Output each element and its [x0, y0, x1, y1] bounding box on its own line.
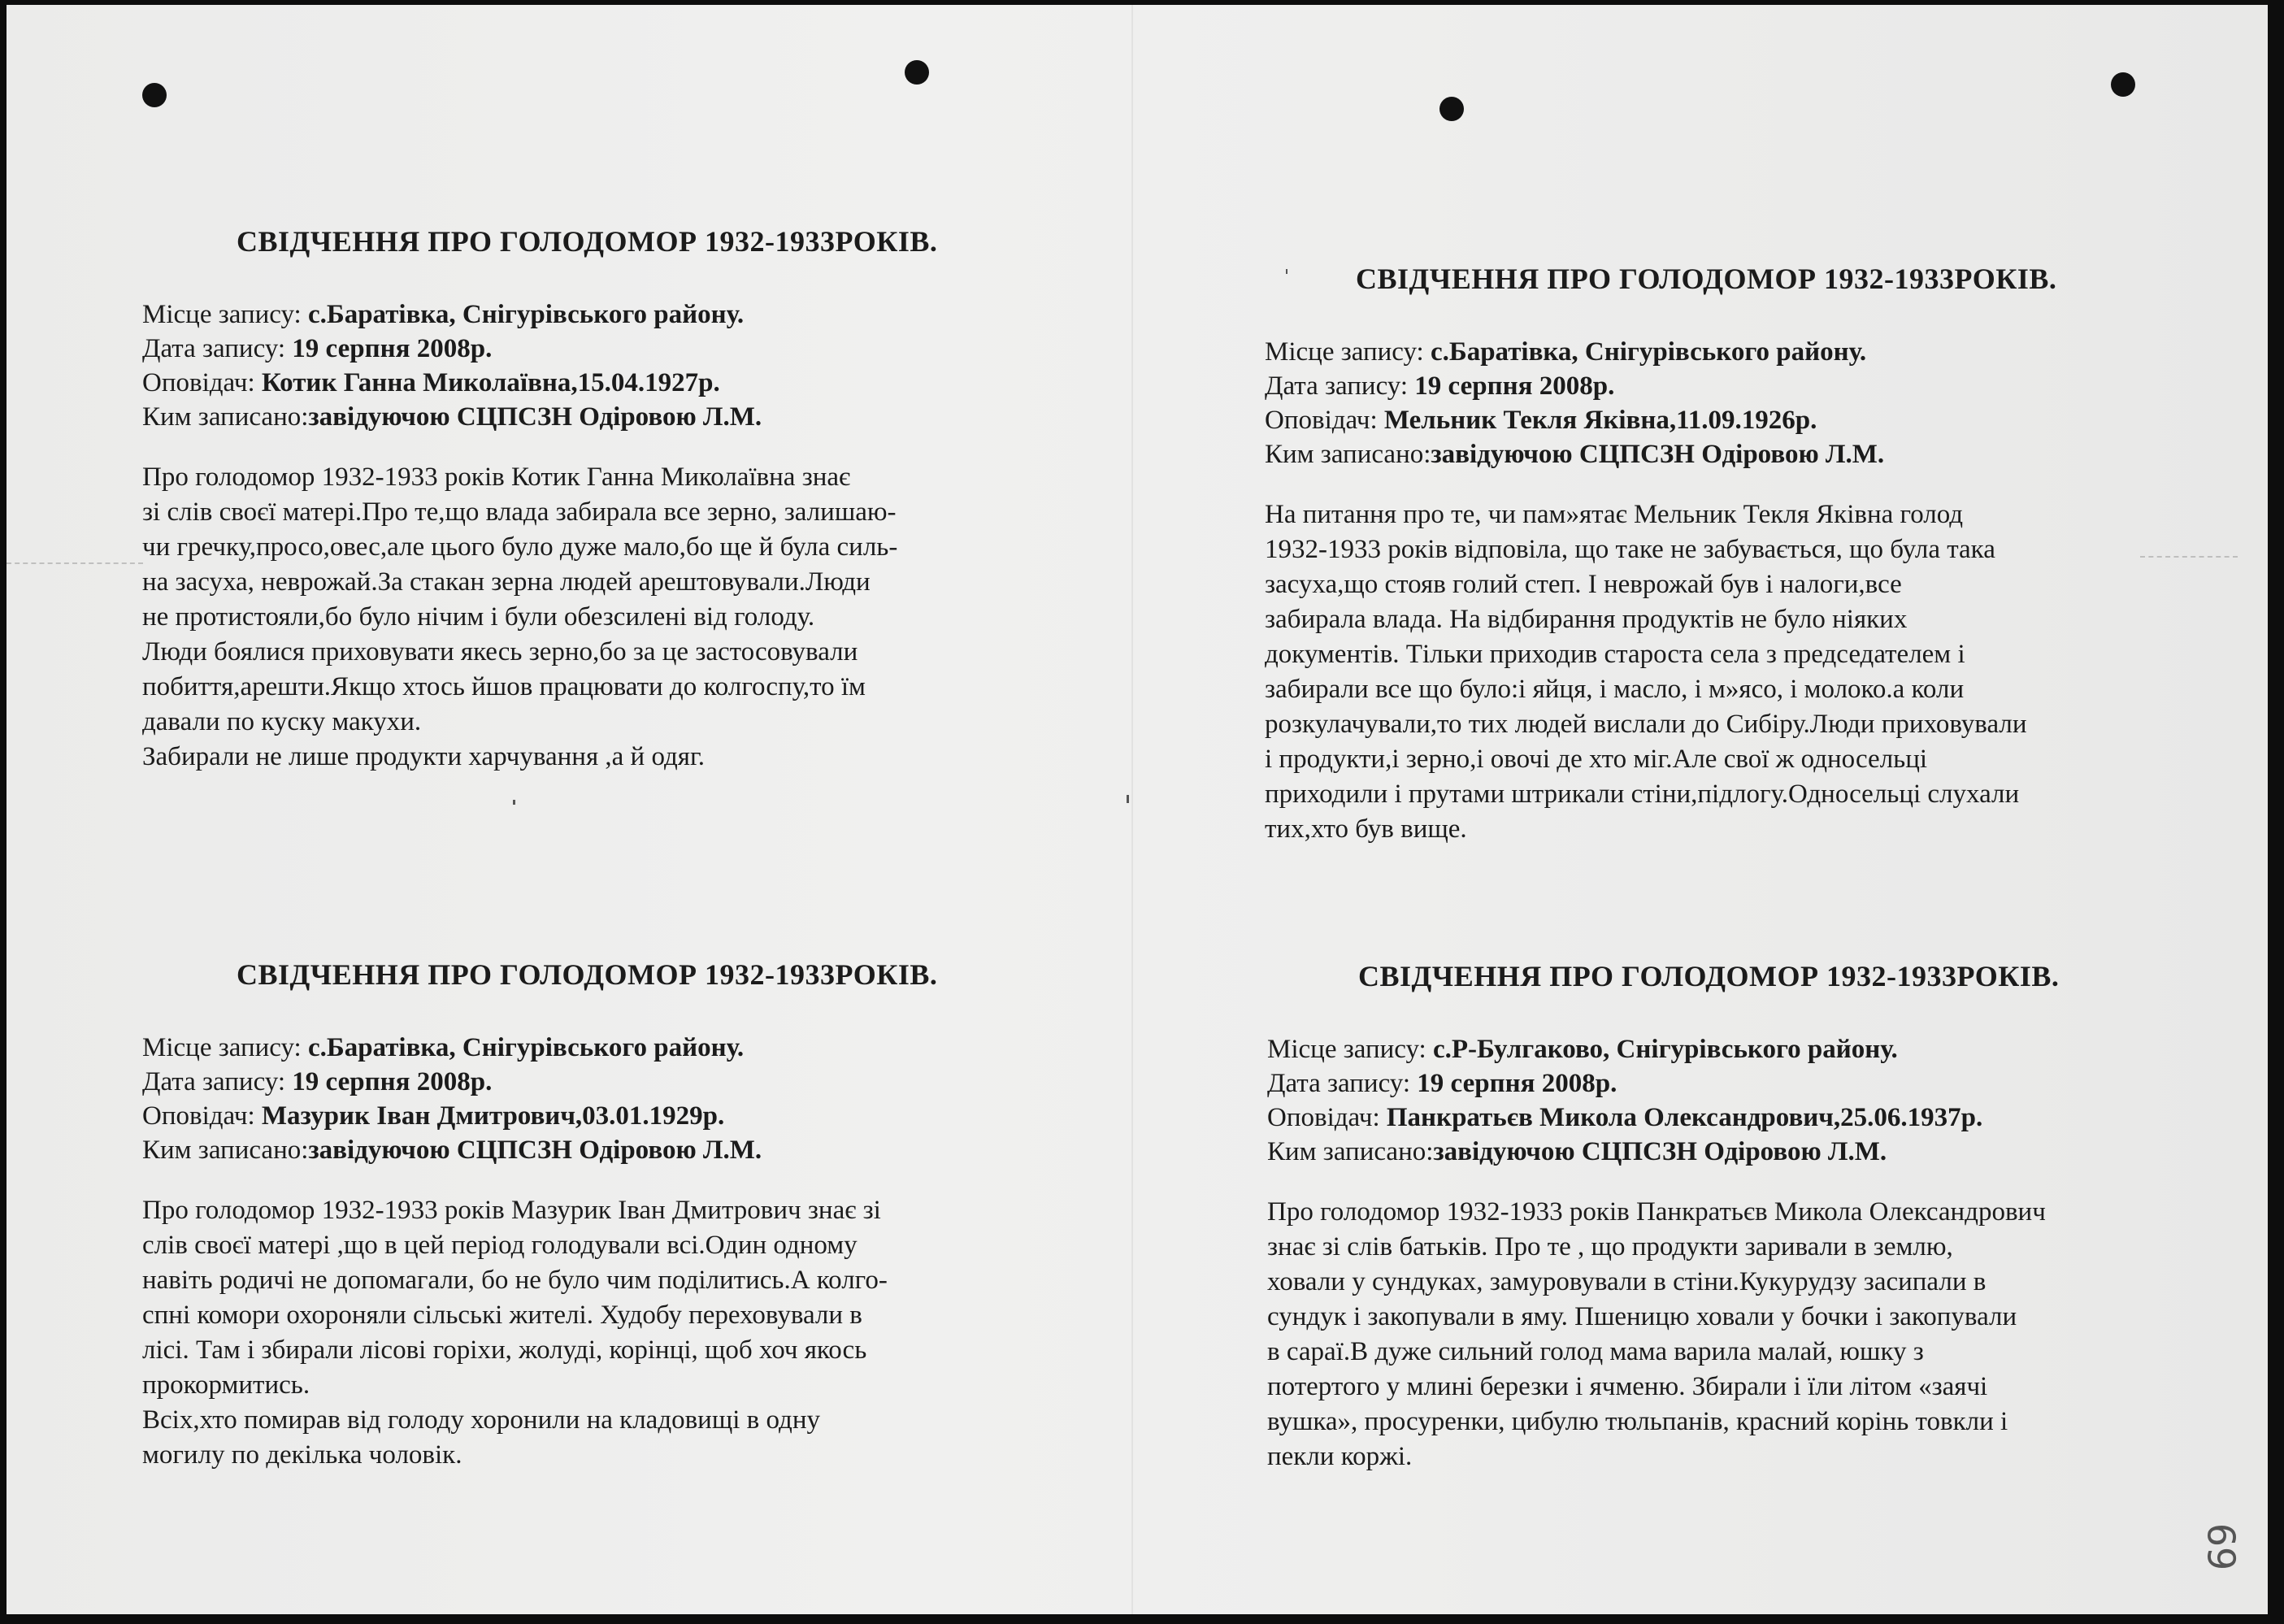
record-place: Місце запису: с.Баратівка, Снігурівського району.	[142, 300, 745, 329]
record-details	[142, 1031, 1077, 1167]
testimony-text	[142, 1193, 1077, 1473]
record-date: Дата запису: 19 серпня 2008р.	[142, 334, 493, 363]
testimony-title: СВІДЧЕННЯ ПРО ГОЛОДОМОР 1932-1933РОКІВ.	[1358, 960, 2060, 992]
recorded-by: Ким записано:завідуючою СЦПСЗН Одіровою Л.М.	[1265, 440, 1885, 469]
narrator: Оповідач: Мельник Текля Яківна,11.09.1926р.	[1265, 406, 1817, 435]
recorded-by: Ким записано:завідуючою СЦПСЗН Одіровою Л.М.	[1267, 1137, 1887, 1166]
record-details	[1265, 335, 2199, 471]
testimony-card	[1267, 959, 2202, 1474]
narrator: Оповідач: Панкратьєв Микола Олександрович,25.06.1937р.	[1267, 1103, 1983, 1132]
record-date: Дата запису: 19 серпня 2008р.	[1267, 1069, 1617, 1098]
record-place: Місце запису: с.Баратівка, Снігурівського району.	[142, 1033, 745, 1062]
testimony-card	[142, 957, 1077, 1473]
testimony-paragraph: На питання про те, чи пам»ятає Мельник Текля Яківна голод 1932-1933 років відповіла, що таке не забувається, що була така засуха,що стояв голий степ. І неврожай був і налоги,все забирала влада. На відбирання продуктів не було ніяких документів. Тільки приходив староста села з председателем і забирали все що було:і яйця, і масло, і м»ясо, і молоко.а коли розкулачували,то тих людей вислали до Сибіру.Люди приховували і продукти,і зерно,і овочі де хто міг.Але свої ж односельці приходили і прутами штрикали стіни,підлогу.Односельці слухали тих,хто був вище.	[1265, 500, 2027, 844]
testimony-paragraph: Про голодомор 1932-1933 років Мазурик Іван Дмитрович знає зі слів своєї матері ,що в цей період голодували всі.Один одному навіть родичі не допомагали, бо не було чим поділитись.А колго- спні комори охороняли сільські жителі. Худобу переховували в лісі. Там і збирали лісові горіхи, жолуді, корінці, щоб хоч якось прокормитись. Всіх,хто помирав від голоду хоронили на кладовищі в одну могилу по декілька чоловік.	[142, 1196, 888, 1470]
testimony-paragraph: Про голодомор 1932-1933 років Панкратьєв Микола Олександрович знає зі слів батьків. Про те , що продукти заривали в землю, ховали у сундуках, замуровували в стіни.Кукурудзу засипали в сундук і закопували в яму. Пшеницю ховали у бочки і закопували в сараї.В дуже сильний голод мама варила малай, юшку з потертого у млині березки і ячменю. Збирали і їли літом «заячі вушка», просуренки, цибулю тюльпанів, красний корінь товкли і пекли коржі.	[1267, 1197, 2046, 1471]
scan-speck	[513, 800, 515, 805]
document-page	[7, 5, 2268, 1614]
recorded-by: Ким записано:завідуючою СЦПСЗН Одіровою Л.М.	[142, 402, 762, 432]
record-date: Дата запису: 19 серпня 2008р.	[142, 1067, 493, 1096]
testimony-text	[142, 460, 1077, 775]
record-place: Місце запису: с.Баратівка, Снігурівського району.	[1265, 337, 1867, 367]
scan-speck	[1127, 795, 1129, 803]
record-place: Місце запису: с.Р-Булгаково, Снігурівського району.	[1267, 1035, 1898, 1064]
testimony-text	[1265, 497, 2199, 847]
punch-hole	[2111, 72, 2135, 97]
page-number: 69	[2199, 1522, 2243, 1571]
fold-line	[1131, 5, 1133, 1614]
testimony-title: СВІДЧЕННЯ ПРО ГОЛОДОМОР 1932-1933РОКІВ.	[1356, 263, 2057, 295]
record-details	[142, 297, 1077, 434]
scan-artifact-line	[7, 562, 143, 564]
testimony-card	[142, 224, 1077, 775]
testimony-card	[1265, 262, 2199, 847]
punch-hole	[1439, 97, 1464, 121]
record-details	[1267, 1032, 2202, 1169]
punch-hole	[905, 60, 929, 85]
testimony-paragraph: Про голодомор 1932-1933 років Котик Ганна Миколаївна знає зі слів своєї матері.Про те,що влада забирала все зерно, залишаю- чи гречку,просо,овес,але цього було дуже мало,бо ще й була силь- на засуха, неврожай.За стакан зерна людей арештовували.Люди не протистояли,бо було нічим і були обезсилені від голоду. Люди боялися приховувати якесь зерно,бо за це застосовували побиття,арешти.Якщо хтось йшов працювати до колгоспу,то їм давали по куску макухи. Забирали не лише продукти харчування ,а й одяг.	[142, 462, 898, 771]
testimony-title: СВІДЧЕННЯ ПРО ГОЛОДОМОР 1932-1933РОКІВ.	[237, 225, 938, 258]
testimony-text	[1267, 1195, 2202, 1474]
narrator: Оповідач: Котик Ганна Миколаївна,15.04.1927р.	[142, 368, 720, 397]
testimony-title: СВІДЧЕННЯ ПРО ГОЛОДОМОР 1932-1933РОКІВ.	[237, 958, 938, 991]
record-date: Дата запису: 19 серпня 2008р.	[1265, 371, 1615, 401]
punch-hole	[142, 83, 167, 107]
recorded-by: Ким записано:завідуючою СЦПСЗН Одіровою Л.М.	[142, 1135, 762, 1165]
narrator: Оповідач: Мазурик Іван Дмитрович,03.01.1929р.	[142, 1101, 725, 1131]
